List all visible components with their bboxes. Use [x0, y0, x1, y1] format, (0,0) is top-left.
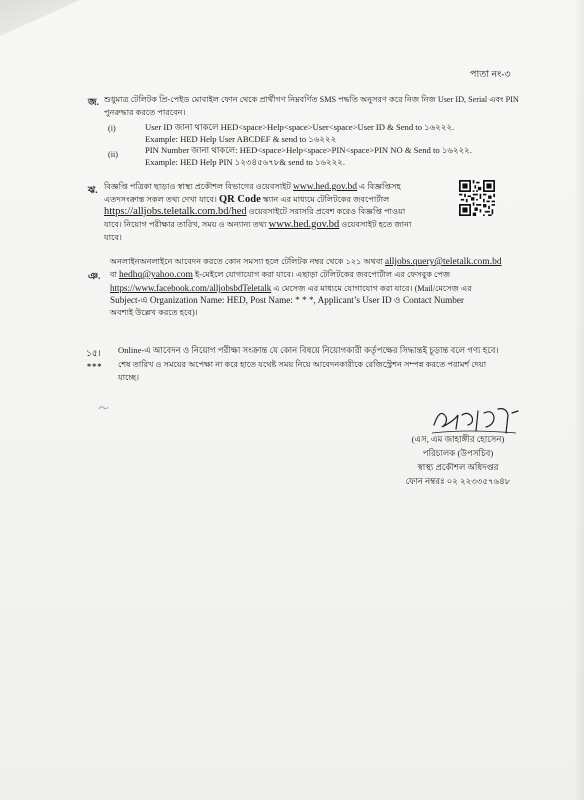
section-jh-line4-b: ওয়েবসাইট হতে জানা [341, 220, 412, 229]
section-label-15: ১৫। [86, 348, 101, 358]
qr-code-text: QR Code [219, 194, 261, 205]
hed-website-link[interactable]: www.hed.gov.bd [293, 182, 357, 192]
signatory-name: (এস, এম জাহাঙ্গীর হোসেন) [411, 434, 505, 444]
section-jh-line2-a: এতদসংক্রান্ত সকল তথ্য দেখা যাবে। [104, 195, 217, 204]
section-15-line1: Online-এ আবেদন ও নিয়োগ পরীক্ষা সংক্রান্ত যে কোন বিষয়ে নিয়োগকারী কর্তৃপক্ষের সিদ্ধান্তই চূড়ান্ত বলে গণ্য হবে। [118, 345, 499, 355]
teletalk-hed-link[interactable]: https://alljobs.teletalk.com.bd/hed [104, 206, 247, 217]
item-ii-text: PIN Number জানা থাকলে: HED<space>Help<space>PIN<space>PIN NO & Send to ১৬২২২. [145, 145, 472, 155]
qr-code-image[interactable] [459, 180, 495, 216]
section-nya-line3-b: এ মেসেজ এর মাধ্যমে যোগাযোগ করা যাবে। (Mail/মেসেজ এর [273, 284, 472, 293]
section-j-line1: শুধুমাত্র টেলিটক প্রি-পেইড মোবাইল ফোন থেকে প্রার্থীগণ নিম্নবর্ণিত SMS পদ্ধতি অনুসরণ করে নিজ নিজ User ID, Serial এবং PIN [104, 95, 519, 104]
section-15-line2: শেষ তারিখ ও সময়ের অপেক্ষা না করে হাতে যথেষ্ট সময় নিয়ে আবেদনকারীকে রেজিস্ট্রেশন সম্পন্ন করতে পরামর্শ দেয়া [118, 360, 487, 369]
section-nya-line2-b: ই-মেইলে যোগাযোগ করা যাবে। এছাড়া টেলিটকের জবপোর্টাল এর ফেসবুক পেজ [194, 270, 451, 279]
section-jh-line2 [104, 195, 389, 206]
signatory-office: স্বাস্থ্য প্রকৌশল অধিদপ্তর [417, 462, 499, 472]
section-jh-line3-b: ওয়েবসাইটে সরাসরি প্রবেশ করেও বিজ্ঞপ্তি পাওয়া [248, 207, 406, 216]
section-jh-line2-b: স্ক্যান এর মাধ্যমে টেলিটকের জবপোর্টাল [262, 195, 390, 204]
item-i-example: Example: HED Help User ABCDEF & send to ১৬২২২ [145, 134, 337, 144]
section-jh-line1-a: বিজ্ঞপ্তি পত্রিকা ছাড়াও স্বাস্থ্য প্রকৌশল বিভাগের ওয়েবসাইট [104, 182, 291, 191]
section-nya-line1-a: অনলাইনঅনলাইনে আবেদন করতে কোন সমস্যা হলে টেলিটক নম্বর থেকে ১২১ অথবা [110, 257, 383, 266]
section-jh-line1 [104, 182, 401, 193]
item-ii-example: Example: HED Help PIN ১২৩৪৫৬৭৮& send to ১৬২২২. [145, 157, 346, 167]
item-i-text: User ID জানা থাকলে HED<space>Help<space>User<space>User ID & Send to ১৬২২২. [145, 122, 455, 132]
alljobs-email-link[interactable]: alljobs.query@teletalk.com.bd [384, 257, 502, 267]
item-ii-label: (ii) [108, 150, 119, 159]
section-15-line3: যাচ্ছে। [118, 373, 140, 382]
section-jh-line4-a: যাবে। নিয়োগ পরীক্ষার তারিখ, সময় ও অন্যান্য তথ্য [104, 220, 267, 229]
section-label-jh: ঝ. [88, 186, 98, 196]
section-nya-line2 [110, 270, 450, 281]
section-label-nya: ঞ. [88, 272, 101, 282]
section-15-stars: *** [87, 362, 103, 371]
section-j-line2: পুনরুদ্ধার করতে পারবেন। [104, 108, 186, 117]
signatory-phone: ফোন নম্বরঃ ০২ ২২৩৩৫৭৬৪৮ [405, 476, 511, 486]
section-nya-line4: Subject-এ Organization Name: HED, Post Name: * * *, Applicant’s User ID ও Contact Number [110, 295, 464, 305]
section-jh-line5: যাবে। [104, 233, 122, 242]
pencil-mark [98, 404, 110, 412]
page-fold [0, 0, 80, 36]
item-i-label: (i) [108, 124, 116, 133]
section-nya-line3 [110, 283, 472, 295]
section-label-j: জ. [88, 98, 99, 108]
section-jh-line4 [104, 220, 411, 231]
section-nya-line2-a: বা [110, 270, 117, 279]
section-nya-line1 [110, 257, 502, 268]
hedhq-email-link[interactable]: hedhq@yahoo.com [118, 270, 193, 280]
page-edge-shadow [574, 0, 584, 800]
section-jh-line1-b: এ বিজ্ঞপ্তিসহ [359, 182, 401, 191]
page-number: পাতা নং-৩ [470, 70, 511, 80]
facebook-page-link[interactable]: https://www.facebook.com/alljobsbdTeletalk [110, 283, 272, 293]
section-jh-line3 [104, 207, 405, 218]
signature-block [388, 412, 528, 488]
hed-website-link-2[interactable]: www.hed.gov.bd [268, 219, 340, 230]
section-nya-line5: অবশ্যই উল্লেখ করতে হবে)। [110, 308, 198, 317]
signatory-title: পরিচালক (উপসচিব) [422, 448, 494, 458]
